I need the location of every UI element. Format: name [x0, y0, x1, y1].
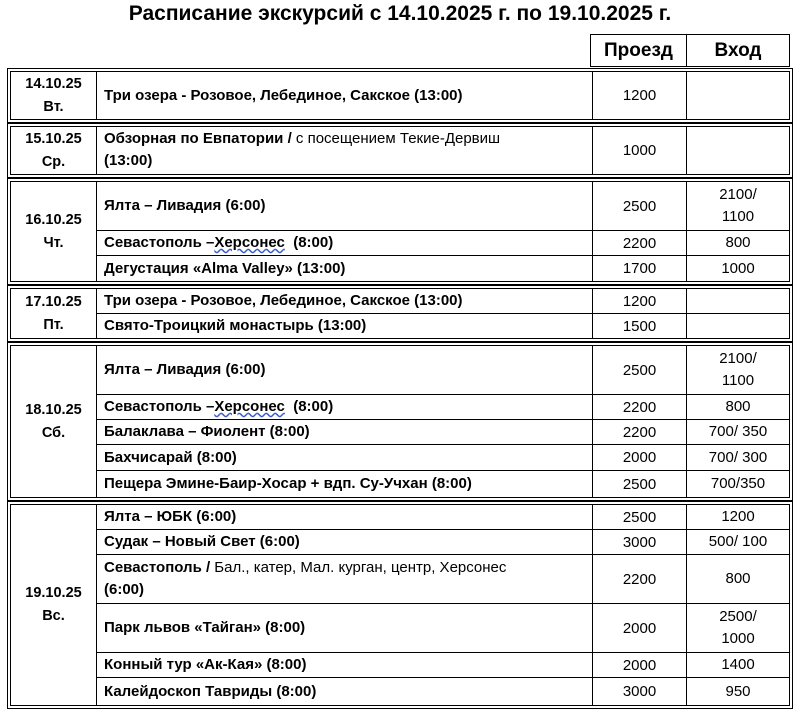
day-cell — [11, 289, 97, 338]
day-weekday: Вт. — [43, 98, 64, 115]
day-date: 15.10.25 — [25, 130, 82, 147]
fare-value: 2000 — [593, 445, 687, 470]
fare-column-header: Проезд — [591, 35, 687, 66]
fare-value: 2500 — [593, 182, 687, 230]
table-row — [97, 420, 789, 445]
entry-value: 500/ 100 — [708, 533, 768, 550]
day-cell — [11, 72, 97, 119]
entry-value: 1000 — [721, 259, 755, 277]
day-block-18-10 — [10, 345, 790, 498]
day-block-16-10 — [10, 181, 790, 282]
table-row — [97, 471, 789, 497]
day-date: 16.10.25 — [25, 211, 82, 228]
day-cell — [11, 346, 97, 497]
excursion-name: Ялта – Ливадия (6:00) — [104, 197, 266, 214]
fare-value: 2500 — [593, 346, 687, 394]
fare-value: 3000 — [593, 678, 687, 705]
fare-value: 2000 — [593, 604, 687, 652]
entry-value-line2: 1100 — [721, 208, 755, 225]
excursion-name: Парк львов «Тайган» (8:00) — [104, 619, 306, 636]
fare-value: 1200 — [593, 72, 687, 119]
table-row — [97, 555, 789, 604]
entry-value — [687, 604, 789, 652]
excursion-name: Севастополь – Херсонес (8:00) — [97, 395, 593, 419]
fare-value: 1700 — [593, 256, 687, 281]
entry-value-line1: 2500/ — [719, 608, 757, 625]
page-title: Расписание экскурсий с 14.10.2025 г. по 19.10.2025 г. — [128, 2, 672, 25]
table-header — [590, 34, 790, 67]
entry-value: 950 — [725, 682, 751, 700]
entry-value-line1: 2100/ — [719, 350, 757, 367]
fare-value: 2500 — [593, 471, 687, 497]
excursion-name: Калейдоскоп Тавриды (8:00) — [104, 682, 317, 700]
excursion-name: Свято-Троицкий монастырь (13:00) — [104, 317, 367, 334]
entry-column-header: Вход — [714, 39, 762, 61]
excursion-note: с посещением Текие-Дервиш — [295, 130, 501, 147]
excursion-name: Обзорная по Евпатории / — [104, 130, 296, 147]
excursion-name: Севастополь – Херсонес (8:00) — [97, 231, 593, 255]
entry-value: 800 — [725, 398, 751, 415]
day-cell — [11, 505, 97, 705]
excursion-name: Три озера - Розовое, Лебединое, Сакское (13:00) — [104, 86, 463, 104]
day-weekday: Пт. — [43, 316, 64, 333]
entry-value-line2: 1100 — [721, 372, 755, 389]
entry-value — [687, 346, 789, 394]
table-row — [97, 604, 789, 653]
fare-value: 2200 — [593, 395, 687, 419]
excursion-name: Судак – Новый Свет (6:00) — [104, 533, 300, 550]
table-row — [97, 231, 789, 256]
entry-value — [687, 127, 789, 174]
fare-value: 2200 — [593, 231, 687, 255]
fare-value: 1000 — [593, 127, 687, 174]
day-weekday: Ср. — [41, 153, 66, 170]
day-block-14-10 — [10, 71, 790, 120]
entry-value: 700/350 — [710, 475, 766, 492]
table-row — [97, 72, 789, 119]
table-row — [97, 127, 789, 174]
excursion-name: Севастополь / — [104, 559, 215, 576]
day-weekday: Чт. — [43, 234, 64, 251]
fare-value: 2200 — [593, 420, 687, 444]
fare-value: 3000 — [593, 530, 687, 554]
excursion-name: Ялта – Ливадия (6:00) — [104, 361, 266, 378]
entry-value-line1: 2100/ — [719, 186, 757, 203]
entry-value: 1400 — [721, 656, 755, 673]
entry-value — [687, 289, 789, 313]
fare-value: 1500 — [593, 314, 687, 338]
excursion-name: Три озера - Розовое, Лебединое, Сакское (13:00) — [104, 292, 463, 309]
excursion-time: (6:00) — [104, 581, 145, 598]
day-block-19-10 — [10, 504, 790, 706]
entry-value-line2: 1000 — [721, 630, 755, 647]
excursion-name: Бахчисарай (8:00) — [104, 448, 237, 466]
day-date: 14.10.25 — [25, 75, 82, 92]
table-row — [97, 653, 789, 678]
table-row — [97, 678, 789, 705]
day-cell — [11, 182, 97, 281]
table-row — [97, 256, 789, 281]
fare-value: 2200 — [593, 555, 687, 603]
entry-value: 700/ 300 — [708, 448, 768, 466]
table-row — [97, 182, 789, 231]
excursion-name: Пещера Эмине-Баир-Хосар + вдп. Су-Учхан (8:00) — [104, 475, 472, 492]
day-weekday: Сб. — [41, 424, 66, 441]
day-block-17-10 — [10, 288, 790, 339]
excursion-note: Бал., катер, Мал. курган, центр, Херсонес — [214, 559, 507, 576]
fare-value: 2000 — [593, 653, 687, 677]
entry-value: 800 — [725, 570, 751, 587]
day-date: 18.10.25 — [25, 401, 82, 418]
table-row — [97, 530, 789, 555]
entry-value: 1200 — [721, 508, 755, 525]
entry-value: 800 — [725, 234, 751, 251]
excursion-name: Дегустация «Alma Valley» (13:00) — [104, 259, 346, 277]
table-row — [97, 314, 789, 338]
entry-value — [687, 182, 789, 230]
excursion-name: Конный тур «Ак-Кая» (8:00) — [104, 656, 307, 673]
day-date: 19.10.25 — [25, 585, 82, 601]
day-weekday: Вс. — [42, 608, 65, 624]
excursion-time: (13:00) — [104, 152, 153, 169]
entry-value — [687, 72, 789, 119]
table-row — [97, 395, 789, 420]
entry-value — [687, 314, 789, 338]
fare-value: 2500 — [593, 505, 687, 529]
entry-value: 700/ 350 — [708, 423, 768, 440]
table-row — [97, 289, 789, 314]
table-row — [97, 445, 789, 471]
fare-value: 1200 — [593, 289, 687, 313]
table-row — [97, 346, 789, 395]
day-date: 17.10.25 — [25, 293, 82, 310]
table-row — [97, 505, 789, 530]
day-block-15-10 — [10, 126, 790, 175]
day-cell — [11, 127, 97, 174]
excursion-name: Балаклава – Фиолент (8:00) — [104, 423, 310, 440]
excursion-name: Ялта – ЮБК (6:00) — [104, 508, 237, 525]
